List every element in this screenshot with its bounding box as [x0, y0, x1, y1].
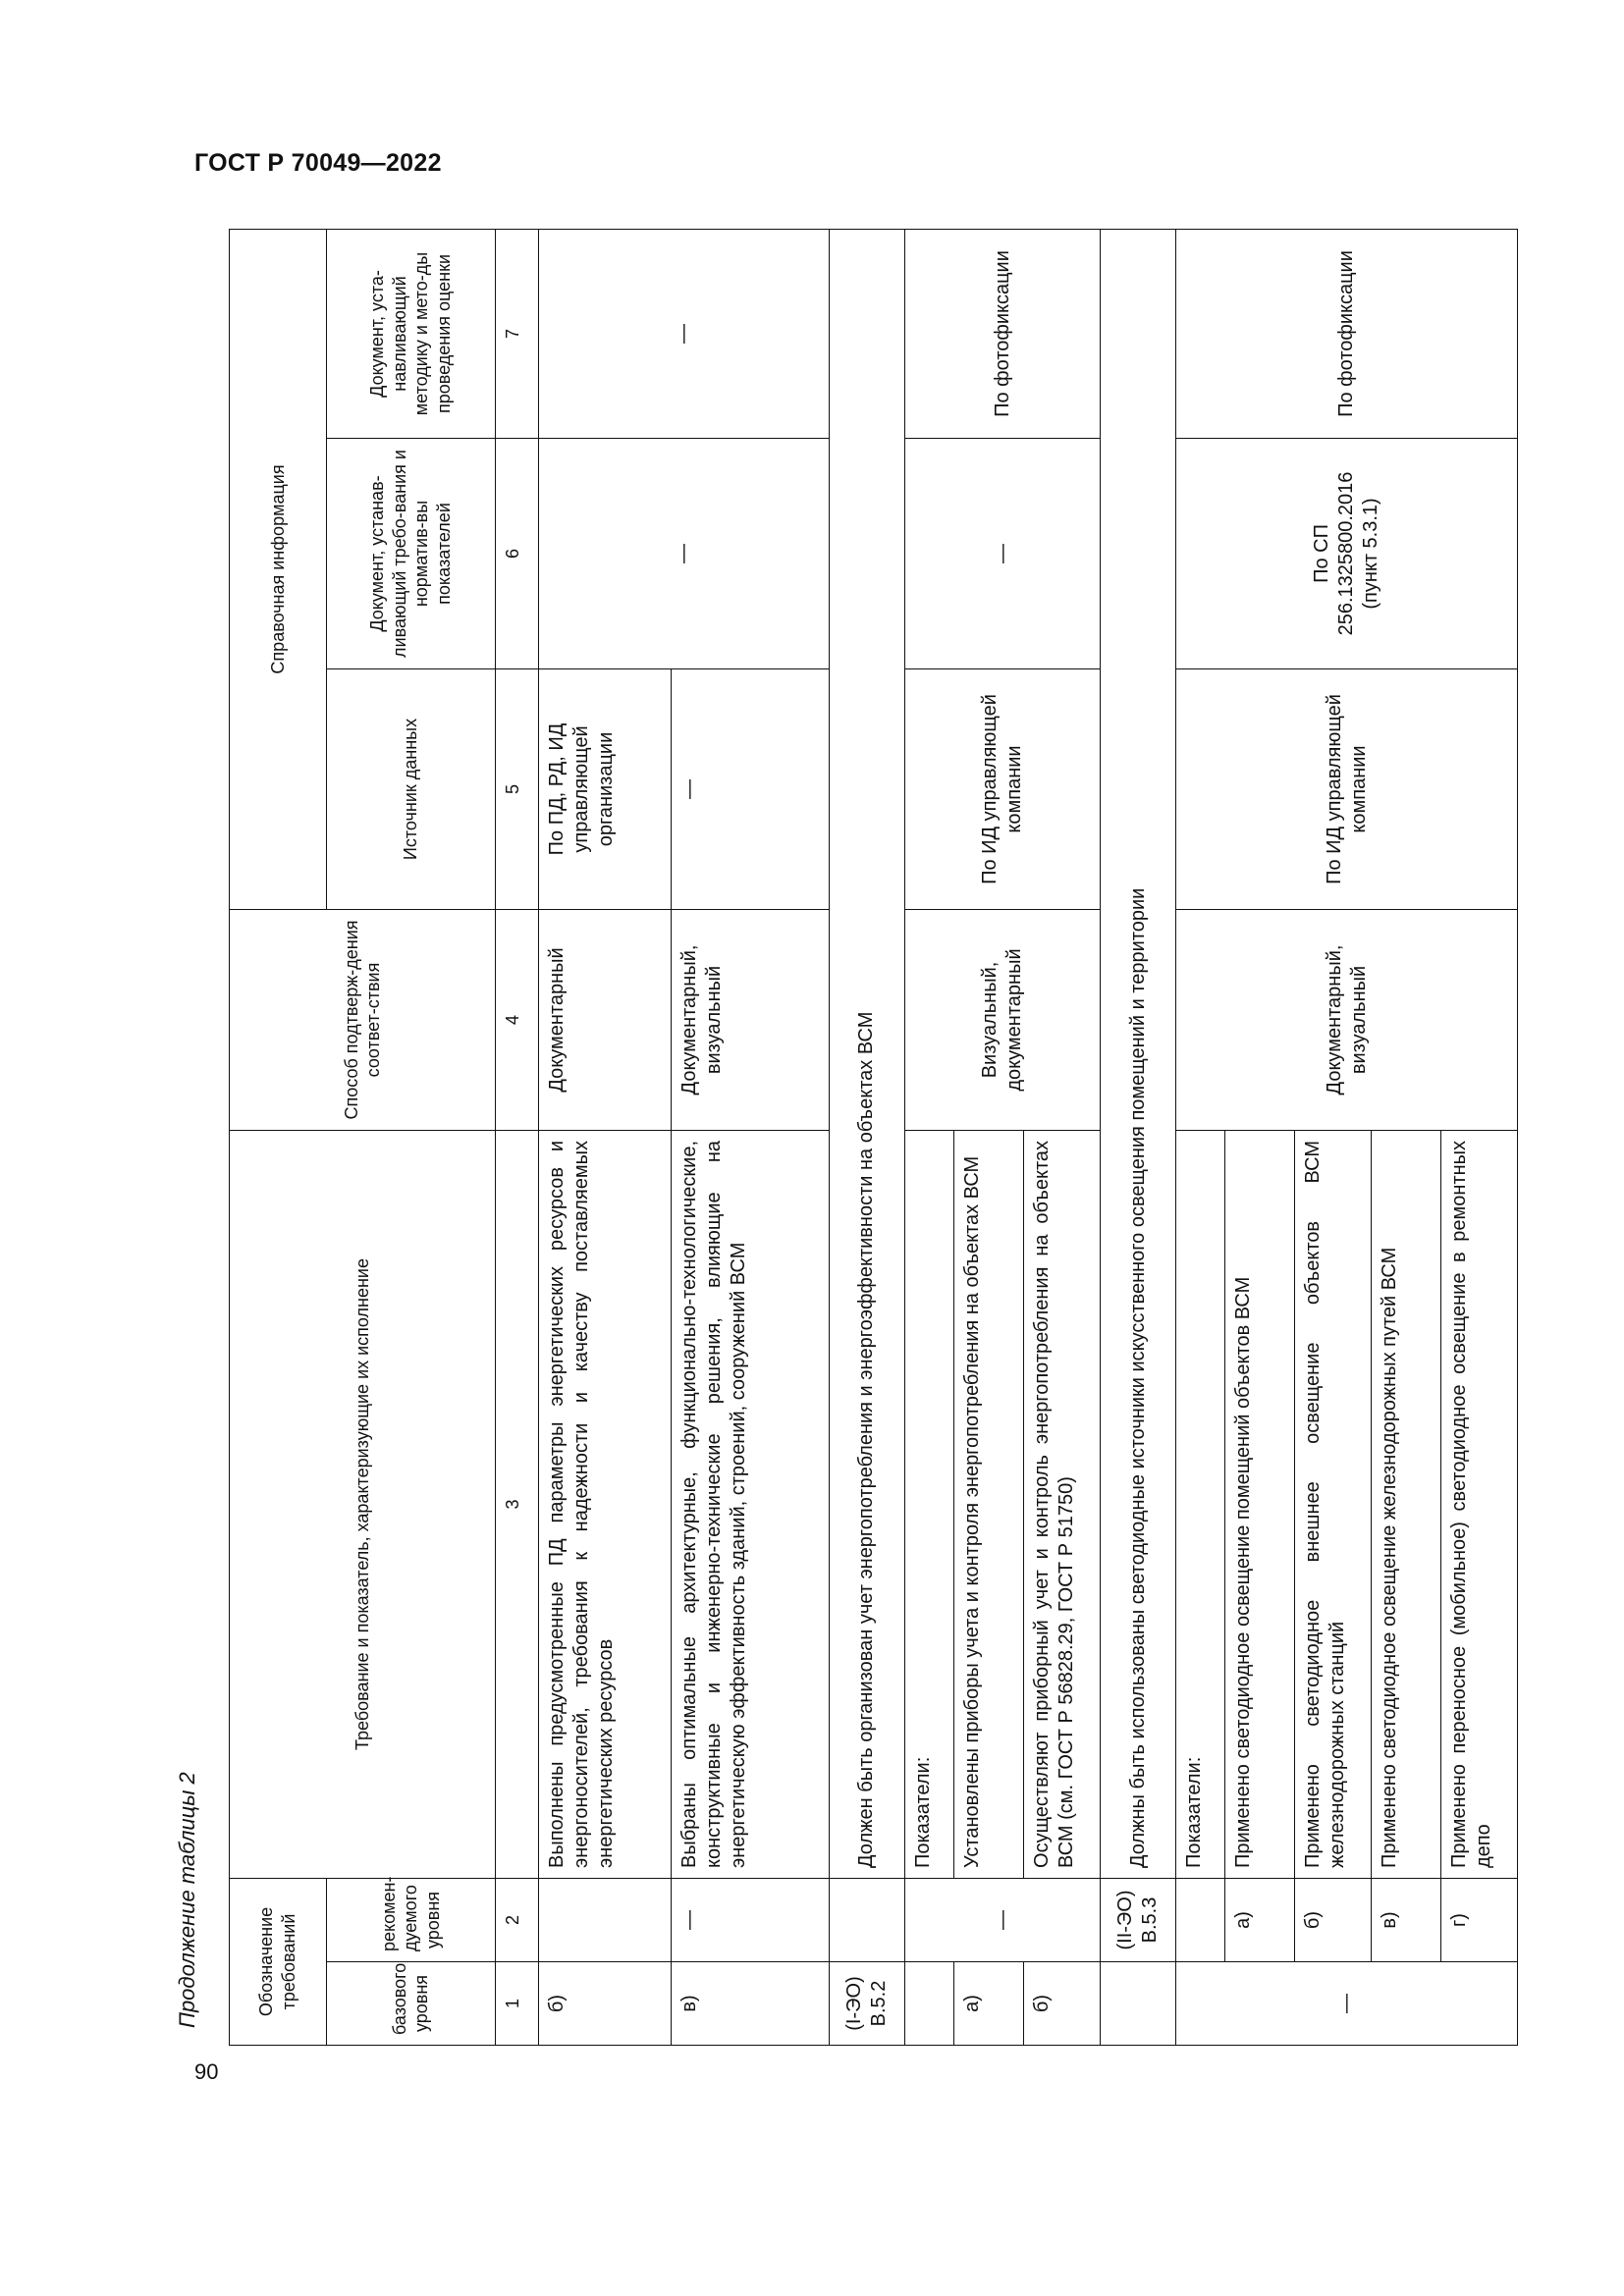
indicators-label: Показатели: — [905, 1130, 953, 1878]
col-number: 6 — [496, 438, 539, 668]
header-source: Источник данных — [326, 668, 496, 909]
base-level-cell: б) — [1024, 1962, 1101, 2046]
col-number: 5 — [496, 668, 539, 909]
source-cell: По ПД, РД, ИД управляющей организации — [538, 668, 672, 909]
header-rec-level: рекомен-дуемого уровня — [326, 1878, 496, 1961]
rec-level-cell: — — [905, 1878, 1100, 1961]
rec-level-cell: б) — [1295, 1878, 1372, 1961]
doc-method-cell: По фотофиксации — [1176, 229, 1518, 438]
section-title-cell: Должны быть использованы светодиодные источники искусственного освещения помещений и территории — [1100, 229, 1176, 1878]
base-level-cell: — — [1176, 1962, 1518, 2046]
doc-norm-cell: По СП 256.1325800.2016 (пункт 5.3.1) — [1176, 438, 1518, 668]
method-cell: Документарный — [538, 909, 672, 1130]
requirement-cell: Применено светодиодное освещение помещений объектов ВСМ — [1224, 1130, 1294, 1878]
base-level-cell — [905, 1962, 953, 2046]
col-number: 1 — [496, 1962, 539, 2046]
base-level-cell — [1100, 1962, 1176, 2046]
requirements-table — [229, 229, 1518, 2046]
col-number: 4 — [496, 909, 539, 1130]
doc-method-cell: По фотофиксации — [905, 229, 1100, 438]
document-title: ГОСТ Р 70049—2022 — [194, 149, 442, 177]
base-level-cell: в) — [672, 1962, 829, 2046]
header-base-level: базового уровня — [326, 1962, 496, 2046]
rec-level-cell — [829, 1878, 905, 1961]
col-number: 2 — [496, 1878, 539, 1961]
rec-level-cell: — — [672, 1878, 829, 1961]
rec-level-cell: а) — [1224, 1878, 1294, 1961]
header-method: Способ подтверж-дения соответ-ствия — [230, 909, 496, 1130]
requirement-cell: Осуществляют приборный учет и контроль энергопотребления на объектах ВСМ (см. ГОСТ Р 56828.29, ГОСТ Р 51750) — [1024, 1130, 1101, 1878]
page-number: 90 — [194, 2059, 219, 2084]
method-cell: Документарный, визуальный — [1176, 909, 1518, 1130]
table-row — [1176, 229, 1224, 2045]
table-row — [829, 229, 905, 2045]
table-row — [538, 229, 672, 2045]
method-cell: Документарный, визуальный — [672, 909, 829, 1130]
rotated-table-wrapper — [229, 230, 1518, 2046]
doc-norm-cell: — — [905, 438, 1100, 668]
header-doc-method: Документ, уста-навливающий методику и мето-ды проведения оценки — [326, 229, 496, 438]
header-reference: Справочная информация — [230, 229, 327, 909]
header-requirement: Требование и показатель, характеризующие их исполнение — [230, 1130, 496, 1878]
indicators-label: Показатели: — [1176, 1130, 1224, 1878]
col-number: 7 — [496, 229, 539, 438]
requirement-cell: Применено светодиодное внешнее освещение объектов ВСМ железнодорожных станций — [1295, 1130, 1372, 1878]
source-cell: По ИД управляющей компании — [905, 668, 1100, 909]
base-level-cell: (I-ЭО) В.5.2 — [829, 1962, 905, 2046]
requirement-cell: Применено переносное (мобильное) светодиодное освещение в ремонтных депо — [1441, 1130, 1518, 1878]
table-caption: Продолжение таблицы 2 — [175, 1772, 199, 2028]
source-cell: По ИД управляющей компании — [1176, 668, 1518, 909]
requirement-cell: Установлены приборы учета и контроля энергопотребления на объектах ВСМ — [953, 1130, 1023, 1878]
table-row — [905, 229, 953, 2045]
base-level-cell: а) — [953, 1962, 1023, 2046]
header-doc-norm: Документ, устанав-ливающий требо-вания и норматив-вы показателей — [326, 438, 496, 668]
requirement-cell: Выполнены предусмотренные ПД параметры энергетических ресурсов и энергоносителей, требования к надежности и качеству поставляемых энергетических ресурсов — [538, 1130, 672, 1878]
doc-method-cell: — — [538, 229, 829, 438]
section-title-cell: Должен быть организован учет энергопотребления и энергоэффективности на объектах ВСМ — [829, 229, 905, 1878]
col-number: 3 — [496, 1130, 539, 1878]
requirement-cell: Выбраны оптимальные архитектурные, функционально-технологические, конструктивные и инженерно-технические решения, влияющие на энергетическую эффективность зданий, строений, сооружений ВСМ — [672, 1130, 829, 1878]
rec-level-cell: (II-ЭО) В.5.3 — [1100, 1878, 1176, 1961]
rec-level-cell: г) — [1441, 1878, 1518, 1961]
source-cell: — — [672, 668, 829, 909]
rec-level-cell: в) — [1371, 1878, 1440, 1961]
header-designation: Обозначение требований — [230, 1878, 327, 2045]
table-row — [1100, 229, 1176, 2045]
base-level-cell: б) — [538, 1962, 672, 2046]
method-cell: Визуальный, документарный — [905, 909, 1100, 1130]
requirement-cell: Применено светодиодное освещение железнодорожных путей ВСМ — [1371, 1130, 1440, 1878]
rec-level-cell — [1176, 1878, 1224, 1961]
rec-level-cell — [538, 1878, 672, 1961]
doc-norm-cell: — — [538, 438, 829, 668]
